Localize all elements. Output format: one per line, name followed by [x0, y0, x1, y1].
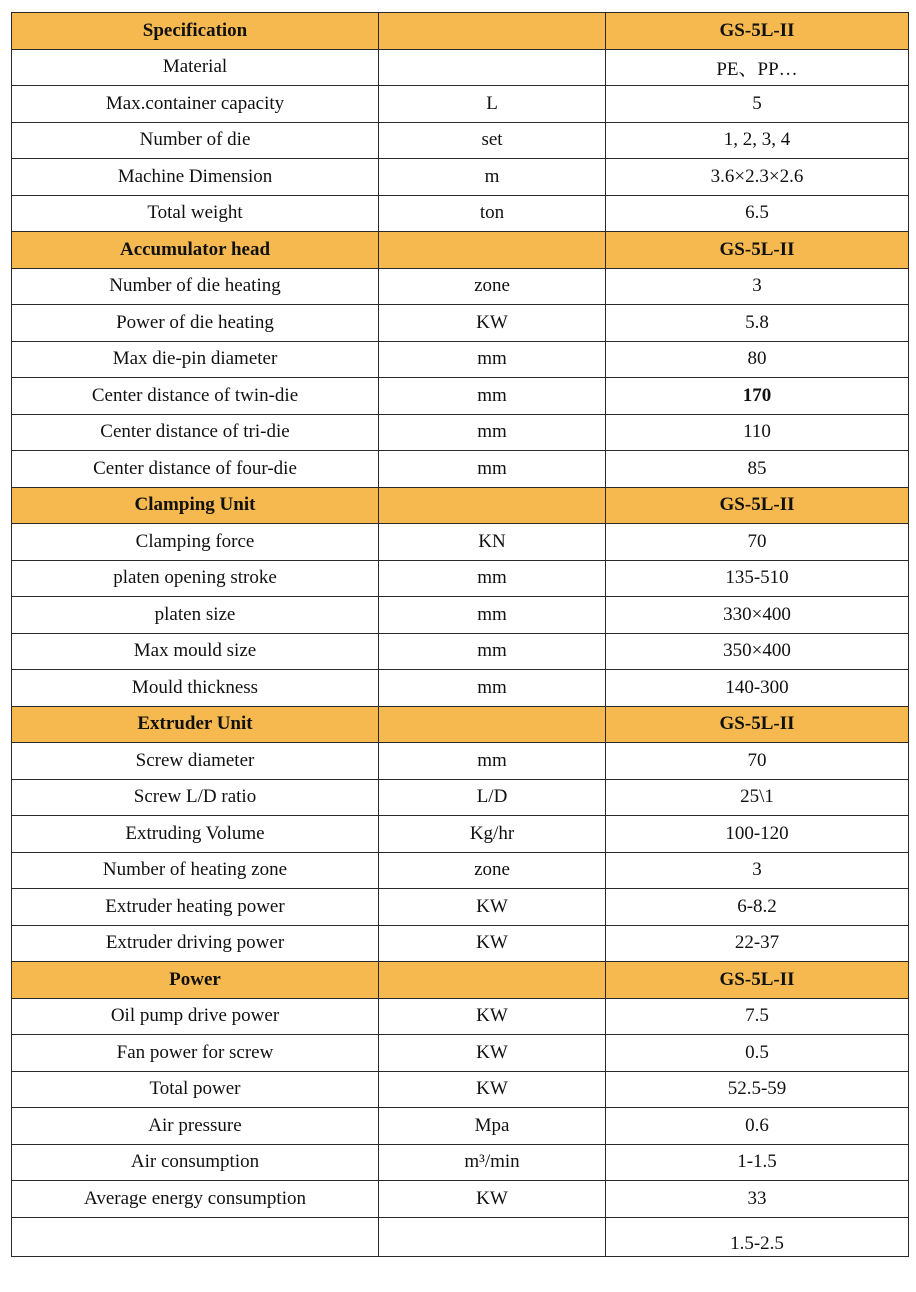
parameter-cell: Total weight	[12, 195, 379, 232]
unit-cell: KW	[379, 1181, 606, 1218]
parameter-cell: Max.container capacity	[12, 86, 379, 123]
table-row	[12, 86, 909, 123]
table-row	[12, 889, 909, 926]
parameter-cell: Power of die heating	[12, 305, 379, 342]
parameter-cell: Screw diameter	[12, 743, 379, 780]
table-row	[12, 414, 909, 451]
parameter-cell: Fan power for screw	[12, 1035, 379, 1072]
unit-cell: mm	[379, 378, 606, 415]
parameter-cell: Total power	[12, 1071, 379, 1108]
section-header-row	[12, 13, 909, 50]
parameter-cell: Clamping force	[12, 524, 379, 561]
parameter-cell: Material	[12, 49, 379, 86]
table-row	[12, 268, 909, 305]
value-cell: 6.5	[606, 195, 909, 232]
table-row	[12, 560, 909, 597]
unit-cell: mm	[379, 341, 606, 378]
value-cell: 70	[606, 524, 909, 561]
table-row	[12, 998, 909, 1035]
table-row	[12, 1071, 909, 1108]
table-row	[12, 341, 909, 378]
table-row	[12, 597, 909, 634]
parameter-cell: Number of die	[12, 122, 379, 159]
unit-cell: mm	[379, 743, 606, 780]
value-cell: 25\1	[606, 779, 909, 816]
unit-cell	[379, 49, 606, 86]
model-name-cell: GS-5L-II	[606, 962, 909, 999]
section-header-row	[12, 232, 909, 269]
section-title-cell: Power	[12, 962, 379, 999]
table-row	[12, 451, 909, 488]
value-cell: PE、PP…	[606, 49, 909, 86]
value-cell: 70	[606, 743, 909, 780]
table-row	[12, 670, 909, 707]
section-header-row	[12, 962, 909, 999]
unit-cell: mm	[379, 451, 606, 488]
value-cell: 350×400	[606, 633, 909, 670]
table-row	[12, 378, 909, 415]
section-title-cell: Clamping Unit	[12, 487, 379, 524]
value-cell: 1, 2, 3, 4	[606, 122, 909, 159]
unit-cell: m³/min	[379, 1144, 606, 1181]
table-row	[12, 925, 909, 962]
value-cell: 33	[606, 1181, 909, 1218]
model-name-cell: GS-5L-II	[606, 487, 909, 524]
value-cell: 0.5	[606, 1035, 909, 1072]
parameter-cell: Extruder driving power	[12, 925, 379, 962]
unit-cell	[379, 232, 606, 269]
unit-cell: KN	[379, 524, 606, 561]
unit-cell: mm	[379, 597, 606, 634]
parameter-cell: Number of die heating	[12, 268, 379, 305]
unit-cell: Kg/hr	[379, 816, 606, 853]
parameter-cell: Mould thickness	[12, 670, 379, 707]
unit-cell: mm	[379, 670, 606, 707]
unit-cell: m	[379, 159, 606, 196]
section-title-cell: Extruder Unit	[12, 706, 379, 743]
value-cell: 170	[606, 378, 909, 415]
table-row	[12, 852, 909, 889]
table-row	[12, 743, 909, 780]
value-cell: 100-120	[606, 816, 909, 853]
value-cell: 3.6×2.3×2.6	[606, 159, 909, 196]
value-cell: 330×400	[606, 597, 909, 634]
value-cell: 85	[606, 451, 909, 488]
unit-cell: KW	[379, 305, 606, 342]
unit-cell	[379, 706, 606, 743]
table-row	[12, 122, 909, 159]
parameter-cell: Oil pump drive power	[12, 998, 379, 1035]
value-cell: 110	[606, 414, 909, 451]
value-cell: 5.8	[606, 305, 909, 342]
value-cell: 0.6	[606, 1108, 909, 1145]
unit-cell: KW	[379, 998, 606, 1035]
unit-cell	[379, 962, 606, 999]
unit-cell: L	[379, 86, 606, 123]
value-cell: 1-1.5	[606, 1144, 909, 1181]
table-row	[12, 49, 909, 86]
parameter-cell: platen opening stroke	[12, 560, 379, 597]
unit-cell: mm	[379, 560, 606, 597]
table-row	[12, 159, 909, 196]
value-cell: 5	[606, 86, 909, 123]
parameter-cell: Center distance of tri-die	[12, 414, 379, 451]
value-cell: 140-300	[606, 670, 909, 707]
value-cell: 7.5	[606, 998, 909, 1035]
value-cell: 52.5-59	[606, 1071, 909, 1108]
specification-table-body	[12, 13, 909, 1257]
parameter-cell: Average energy consumption	[12, 1181, 379, 1218]
section-title-cell: Accumulator head	[12, 232, 379, 269]
table-row	[12, 305, 909, 342]
model-name-cell: GS-5L-II	[606, 13, 909, 50]
parameter-cell: platen size	[12, 597, 379, 634]
model-name-cell: GS-5L-II	[606, 232, 909, 269]
parameter-cell: Air consumption	[12, 1144, 379, 1181]
table-row	[12, 1217, 909, 1256]
value-cell: 3	[606, 852, 909, 889]
model-name-cell: GS-5L-II	[606, 706, 909, 743]
parameter-cell: Center distance of four-die	[12, 451, 379, 488]
table-row	[12, 524, 909, 561]
table-row	[12, 1108, 909, 1145]
parameter-cell: Number of heating zone	[12, 852, 379, 889]
value-cell: 135-510	[606, 560, 909, 597]
value-cell: 22-37	[606, 925, 909, 962]
unit-cell: mm	[379, 414, 606, 451]
unit-cell	[379, 1217, 606, 1256]
unit-cell	[379, 487, 606, 524]
value-cell: 3	[606, 268, 909, 305]
unit-cell: zone	[379, 852, 606, 889]
section-title-cell: Specification	[12, 13, 379, 50]
unit-cell: KW	[379, 925, 606, 962]
parameter-cell: Machine Dimension	[12, 159, 379, 196]
unit-cell: KW	[379, 1071, 606, 1108]
unit-cell: L/D	[379, 779, 606, 816]
specification-table	[11, 12, 909, 1257]
unit-cell: set	[379, 122, 606, 159]
table-row	[12, 1144, 909, 1181]
table-row	[12, 779, 909, 816]
value-cell: 6-8.2	[606, 889, 909, 926]
unit-cell: KW	[379, 1035, 606, 1072]
parameter-cell: Center distance of twin-die	[12, 378, 379, 415]
parameter-cell: Max mould size	[12, 633, 379, 670]
unit-cell: zone	[379, 268, 606, 305]
table-row	[12, 195, 909, 232]
unit-cell: ton	[379, 195, 606, 232]
table-row	[12, 1181, 909, 1218]
section-header-row	[12, 487, 909, 524]
value-cell: 80	[606, 341, 909, 378]
table-row	[12, 1035, 909, 1072]
unit-cell: Mpa	[379, 1108, 606, 1145]
unit-cell	[379, 13, 606, 50]
unit-cell: KW	[379, 889, 606, 926]
unit-cell: mm	[379, 633, 606, 670]
parameter-cell: Air pressure	[12, 1108, 379, 1145]
section-header-row	[12, 706, 909, 743]
parameter-cell: Extruding Volume	[12, 816, 379, 853]
value-cell: 1.5-2.5	[606, 1217, 909, 1256]
table-row	[12, 816, 909, 853]
parameter-cell: Extruder heating power	[12, 889, 379, 926]
parameter-cell: Screw L/D ratio	[12, 779, 379, 816]
table-row	[12, 633, 909, 670]
parameter-cell	[12, 1217, 379, 1256]
parameter-cell: Max die-pin diameter	[12, 341, 379, 378]
